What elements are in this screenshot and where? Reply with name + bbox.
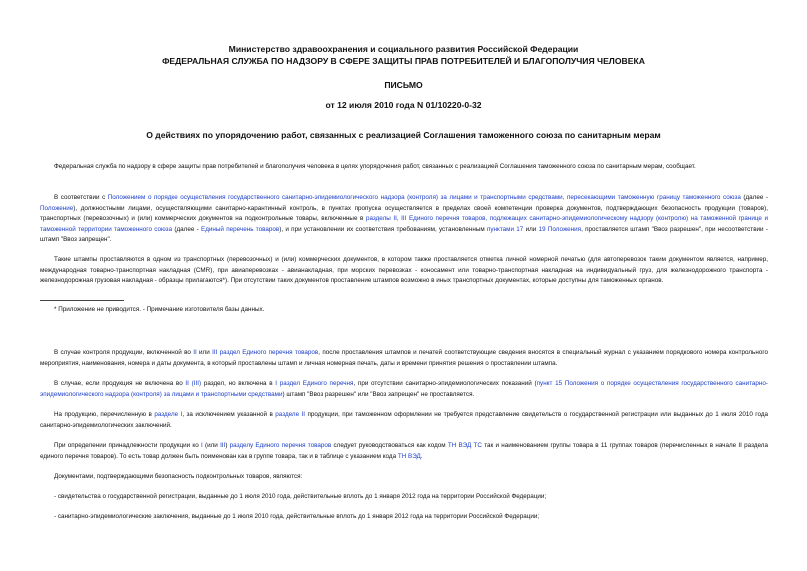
paragraph-documents-intro: Документами, подтверждающими безопасность подконтрольных товаров, являются: — [54, 473, 303, 480]
ministry-title: Министерство здравоохранения и социального развития Российской Федерации — [228, 44, 579, 54]
link-class-1[interactable]: I — [201, 442, 203, 449]
link-unified-list[interactable]: Единый перечень товаров — [201, 225, 280, 233]
footnote-divider — [40, 300, 124, 301]
paragraph-intro: Федеральная служба по надзору в сфере защиты прав потребителей и благополучия человека в целях упорядочения работ, связанных с реализацией Соглашения таможенного союза по санитарным мерам, сообщает. — [54, 163, 696, 170]
paragraph-stamp-documents: Такие штампы проставляются в одном из транспортных (перевозочных) и (или) коммерческих документов, в котором также проставляется отметка личной номерной печатью (для автоперевозок таким документом является, например, международная товарно-транспортная накладная (CMR), при авиаперевозках - авианакладная, при морских перевозках - коносамент или товарно-транспортная накладная на индивидуальный груз, для железнодорожного транспорта - железнодорожная грузовая накладная - образцы прилагаются*). При отсутствии таких документов проставление штампов возможно в иных транспортных документах, которые доступны для таможенных органов. — [40, 256, 768, 284]
link-section-1[interactable]: I раздел Единого перечня — [275, 380, 354, 387]
link-section-2[interactable]: II — [193, 349, 197, 356]
link-item-15[interactable]: пункт 15 Положения о порядке осуществления государственного санитарно-эпидемиологического надзора (контроля) за лицами и транспортными средствами — [40, 380, 768, 398]
link-section-2-3[interactable]: II (III) — [185, 380, 202, 387]
document-subject: О действиях по упорядочению работ, связанных с реализацией Соглашения таможенного союза по санитарным мерам — [146, 130, 661, 140]
link-section-ii[interactable]: разделе II — [275, 411, 306, 418]
footnote: * Приложение не приводится. - Примечание изготовителя базы данных. — [54, 306, 265, 313]
list-item-conclusions: - санитарно-эпидемиологические заключения, выданные до 1 июля 2010 года, действительные вплоть до 1 января 2012 года на территории Российской Федерации; — [54, 513, 540, 520]
paragraph-stamps-basis: В соответствии с Положением о порядке осуществления государственного санитарно-эпидемиологического надзора (контроля) за лицами и транспортными средствами, пересекающими таможенную границу таможенного союза (далее - Положение), должностными лицами, осуществляющими санитарно-карантинный контроль, в пунктах пропуска осуществляется в пределах своей компетенции проверка документов, подтверждающих безопасность продукции (товаров), транспортных (перевозочных) и (или) коммерческих документов на подконтрольные товары, включенные в разделы II, III Единого перечня товаров, подлежащих санитарно-эпидемиологическому надзору (контролю) на таможенной границе и таможенной территории таможенного союза (далее - Единый перечень товаров), и при установлении их соответствия требованиям, установленным пунктами 17 или 19 Положения, проставляется штамп "Ввоз разрешен", при несоответствии - штамп "Ввоз запрещен". — [40, 194, 768, 243]
link-tn-ved[interactable]: ТН ВЭД — [397, 452, 421, 460]
paragraph-classification: При определении принадлежности продукции ко I (или III) разделу Единого перечня товаров следует руководствоваться как кодом ТН ВЭД ТС так и наименованием группы товара в 11 группах товаров (перечисленных в начале II раздела единого перечня товаров). То есть товар должен быть поименован как в группе товара, так и в таблице с указанием кода ТН ВЭД. — [40, 442, 768, 460]
list-item-registration: - свидетельства о государственной регистрации, выданные до 1 июля 2010 года, действительные вплоть до 1 января 2012 года на территории Российской Федерации; — [54, 493, 547, 500]
link-regulation-short[interactable]: Положение — [40, 204, 74, 212]
link-item-19[interactable]: 19 Положения — [538, 225, 582, 233]
link-regulation[interactable]: Положением о порядке осуществления государственного санитарно-эпидемиологического надзора (контроля) за лицами и транспортными средствами, пересекающими таможенную границу таможенного союза — [107, 194, 741, 201]
link-section-i[interactable]: разделе I — [154, 411, 183, 418]
link-class-3[interactable]: III — [220, 442, 226, 449]
link-section-3[interactable]: III раздел Единого перечня товаров — [212, 349, 319, 356]
paragraph-control-journal: В случае контроля продукции, включенной во II или III раздел Единого перечня товаров, после проставления штампов и печатей соответствующие сведения вносятся в специальный журнал с указанием порядкового номера контрольного мероприятия, наименования, номера и даты документа, в который проставлены штамп и личная номерная печать, даты и времени принятия решения о проставлении штампа. — [40, 349, 768, 367]
paragraph-registration: На продукцию, перечисленную в разделе I, за исключением указанной в разделе II продукции, при таможенном оформлении не требуется представление свидетельств о государственной регистрации или выданных до 1 июля 2010 года санитарно-эпидемиологических заключений. — [40, 411, 768, 429]
link-sections-list[interactable]: разделы II, III Единого перечня товаров, подлежащих санитарно-эпидемиологическому надзору (контролю) на таможенной границе и таможенной территории таможенного союза — [40, 215, 768, 233]
paragraph-section-1: В случае, если продукция не включена во II (III) раздел, но включена в I раздел Единого перечня, при отсутствии санитарно-эпидемиологических показаний (пункт 15 Положения о порядке осуществления государственного санитарно-эпидемиологического надзора (контроля) за лицами и транспортными средствами) штамп "Ввоз разрешен" или "Ввоз запрещен" не проставляется. — [40, 380, 768, 398]
link-unified-list-section[interactable]: разделу Единого перечня товаров — [229, 442, 332, 449]
link-tn-ved-ts[interactable]: ТН ВЭД ТС — [447, 442, 482, 449]
link-item-17[interactable]: пунктами 17 — [486, 225, 524, 233]
service-title: ФЕДЕРАЛЬНАЯ СЛУЖБА ПО НАДЗОРУ В СФЕРЕ ЗАЩИТЫ ПРАВ ПОТРЕБИТЕЛЕЙ И БЛАГОПОЛУЧИЯ ЧЕЛОВЕКА — [162, 56, 645, 66]
document-type: ПИСЬМО — [384, 80, 423, 90]
document-date-number: от 12 июля 2010 года N 01/10220-0-32 — [325, 100, 482, 110]
